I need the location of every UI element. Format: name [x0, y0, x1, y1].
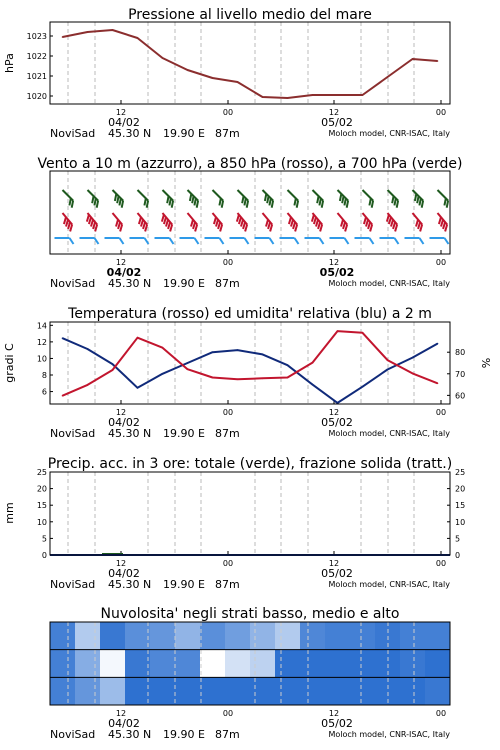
wind-barb-850hpa [183, 213, 200, 231]
x-tick-label: 00 [222, 559, 234, 568]
cloud-cell [100, 650, 126, 678]
cloud-cell [250, 622, 276, 650]
humidity-line-point [237, 349, 239, 351]
cloud-cell [275, 677, 301, 705]
wind-barb-700hpa [283, 190, 301, 208]
pressure-line-point [412, 58, 414, 60]
cloud-cell [425, 650, 451, 678]
date-label: 04/02 [108, 567, 140, 580]
cloud-cell [75, 622, 101, 650]
panel-5 [50, 606, 451, 741]
wind-barb-10m [105, 238, 124, 244]
wind-barb-850hpa [408, 213, 425, 231]
cloud-cell [400, 650, 426, 678]
cloud-cell [350, 677, 376, 705]
model-credit: Moloch model, CNR-ISAC, Italy [328, 129, 450, 138]
temperature-line-point [112, 369, 114, 371]
date-label: 05/02 [321, 416, 353, 429]
pressure-line-point [337, 94, 339, 96]
y-tick-label: 1020 [26, 92, 47, 101]
date-label: 05/02 [321, 717, 353, 730]
y-axis-label: hPa [3, 53, 16, 73]
date-label: 04/02 [106, 266, 142, 279]
x-tick-label: 12 [328, 559, 340, 568]
temperature-line-point [87, 384, 89, 386]
wind-barb-700hpa [208, 190, 226, 208]
y-right-tick-label: 15 [455, 501, 466, 511]
date-label: 05/02 [319, 266, 355, 279]
location-name: NoviSad [50, 277, 96, 290]
date-label: 04/02 [108, 416, 140, 429]
x-tick-label: 12 [115, 709, 127, 718]
wind-barb-850hpa [58, 213, 75, 231]
location-name: NoviSad [50, 578, 96, 591]
y-right-tick-label: 5 [455, 534, 461, 544]
elevation: 87m [215, 578, 240, 591]
pressure-line-point [262, 96, 264, 98]
humidity-line-point [212, 351, 214, 353]
location-name: NoviSad [50, 728, 96, 741]
location-name: NoviSad [50, 127, 96, 140]
cloud-cell [125, 622, 151, 650]
wind-barb-700hpa [233, 190, 251, 208]
wind-barb-10m [255, 238, 274, 244]
latitude: 45.30 N [108, 427, 152, 440]
pressure-line [63, 30, 438, 98]
wind-barb-850hpa [258, 213, 275, 231]
temperature-line-point [337, 330, 339, 332]
x-tick-label: 12 [328, 709, 340, 718]
cloud-cell [175, 622, 201, 650]
panel-4 [3, 456, 465, 591]
humidity-line-point [187, 362, 189, 364]
humidity-line-point [87, 348, 89, 350]
temperature-line-point [387, 359, 389, 361]
temperature-line-point [362, 332, 364, 334]
pressure-line-point [62, 36, 64, 38]
date-label: 04/02 [108, 116, 140, 129]
humidity-line-point [412, 357, 414, 359]
cloud-cell [425, 677, 451, 705]
latitude: 45.30 N [108, 277, 152, 290]
date-label: 04/02 [108, 717, 140, 730]
temperature-line-point [262, 378, 264, 380]
cloud-cell [75, 650, 101, 678]
cloud-cell [300, 622, 326, 650]
cloud-cell [100, 622, 126, 650]
cloud-cell [100, 677, 126, 705]
cloud-cell [150, 677, 176, 705]
location-name: NoviSad [50, 427, 96, 440]
cloud-cell [225, 622, 251, 650]
cloud-cell [150, 650, 176, 678]
humidity-line-point [262, 354, 264, 356]
x-tick-label: 00 [435, 108, 447, 117]
cloud-cell [50, 622, 76, 650]
wind-barb-850hpa [233, 213, 250, 231]
wind-barb-10m [80, 238, 99, 244]
pressure-line-point [237, 81, 239, 83]
pressure-line-point [437, 60, 439, 62]
y-right-tick-label: 70 [455, 369, 466, 379]
x-tick-label: 00 [435, 709, 447, 718]
temperature-line [63, 331, 438, 396]
y-left-tick-label: 15 [36, 501, 47, 511]
x-tick-label: 00 [435, 408, 447, 417]
wind-barb-10m [180, 238, 199, 244]
temperature-line-point [412, 373, 414, 375]
wind-barb-10m [280, 238, 299, 244]
cloud-cell [325, 622, 351, 650]
longitude: 19.90 E [163, 277, 205, 290]
wind-barb-850hpa [283, 213, 300, 231]
wind-barb-700hpa [58, 190, 76, 208]
wind-barb-10m [55, 238, 74, 244]
pressure-line-point [212, 77, 214, 79]
cloud-cell [175, 677, 201, 705]
humidity-line-point [62, 337, 64, 339]
wind-barb-700hpa [108, 190, 126, 208]
elevation: 87m [215, 728, 240, 741]
wind-barb-850hpa [358, 213, 375, 231]
y-left-tick-label: 14 [36, 321, 47, 331]
plot-frame [50, 22, 450, 104]
pressure-line-point [112, 29, 114, 31]
x-tick-label: 00 [435, 258, 447, 267]
humidity-line [63, 338, 438, 403]
humidity-line-point [337, 402, 339, 404]
y-left-tick-label: 5 [41, 534, 47, 544]
y-right-tick-label: 20 [455, 484, 466, 494]
humidity-line-point [312, 384, 314, 386]
humidity-line-point [287, 364, 289, 366]
cloud-cell [200, 650, 226, 678]
wind-barb-10m [230, 238, 249, 244]
x-tick-label: 12 [328, 108, 340, 117]
wind-barb-850hpa [83, 213, 100, 231]
pressure-line-point [312, 94, 314, 96]
wind-barb-700hpa [433, 190, 451, 208]
plot-frame [50, 171, 450, 254]
wind-barb-700hpa [158, 190, 176, 208]
temperature-line-point [287, 377, 289, 379]
pressure-line-point [87, 31, 89, 33]
cloud-cell [400, 677, 426, 705]
y-tick-label: 1022 [26, 52, 47, 61]
y-right-tick-label: 0 [455, 551, 461, 560]
cloud-cell [425, 622, 451, 650]
model-credit: Moloch model, CNR-ISAC, Italy [328, 429, 450, 438]
x-tick-label: 12 [328, 258, 340, 267]
y-left-tick-label: 10 [36, 517, 47, 527]
temperature-line-point [237, 378, 239, 380]
longitude: 19.90 E [163, 427, 205, 440]
plot-frame [50, 472, 450, 555]
wind-barb-700hpa [383, 190, 401, 208]
y-left-tick-label: 20 [36, 484, 47, 494]
date-label: 05/02 [321, 567, 353, 580]
cloud-cell [250, 650, 276, 678]
cloud-cell [200, 677, 226, 705]
wind-barb-850hpa [208, 213, 225, 231]
x-tick-label: 12 [115, 258, 127, 267]
wind-barb-10m [130, 238, 149, 244]
cloud-cell [50, 650, 76, 678]
pressure-line-point [187, 69, 189, 71]
y-left-tick-label: 8 [41, 371, 47, 381]
y-right-tick-label: 80 [455, 348, 466, 358]
x-tick-label: 12 [115, 408, 127, 417]
panel-3 [3, 306, 493, 440]
cloud-cell [350, 622, 376, 650]
y-left-tick-label: 25 [36, 468, 47, 477]
wind-barb-850hpa [133, 213, 150, 231]
humidity-line-point [112, 363, 114, 365]
wind-barb-850hpa [158, 213, 175, 231]
pressure-line-point [287, 97, 289, 99]
latitude: 45.30 N [108, 127, 152, 140]
cloud-cell [50, 677, 76, 705]
humidity-line-point [437, 343, 439, 345]
longitude: 19.90 E [163, 728, 205, 741]
wind-barb-700hpa [308, 190, 326, 208]
x-tick-label: 12 [115, 559, 127, 568]
elevation: 87m [215, 127, 240, 140]
y-axis-label-left: gradi C [3, 343, 16, 383]
wind-barb-850hpa [333, 213, 350, 231]
wind-barb-10m [355, 238, 374, 244]
cloud-cell [275, 650, 301, 678]
model-credit: Moloch model, CNR-ISAC, Italy [328, 730, 450, 739]
humidity-line-point [162, 373, 164, 375]
cloud-cell [175, 650, 201, 678]
panel-2 [37, 156, 462, 290]
elevation: 87m [215, 277, 240, 290]
y-left-tick-label: 0 [41, 551, 47, 560]
x-tick-label: 12 [115, 108, 127, 117]
cloud-cell [400, 622, 426, 650]
y-right-tick-label: 10 [455, 517, 466, 527]
date-label: 05/02 [321, 116, 353, 129]
wind-barb-10m [380, 238, 399, 244]
humidity-line-point [362, 386, 364, 388]
cloud-cell [125, 677, 151, 705]
x-tick-label: 00 [222, 709, 234, 718]
wind-barb-700hpa [258, 190, 276, 208]
cloud-cell [300, 677, 326, 705]
temperature-line-point [312, 362, 314, 364]
panel-1 [3, 7, 450, 140]
pressure-line-point [362, 94, 364, 96]
temperature-line-point [187, 368, 189, 370]
cloud-cell [225, 677, 251, 705]
panel-title: Vento a 10 m (azzurro), a 850 hPa (rosso), a 700 hPa (verde) [37, 156, 463, 172]
panel-title: Precip. acc. in 3 ore: totale (verde), frazione solida (tratt.) [47, 456, 453, 472]
wind-barb-850hpa [308, 213, 325, 231]
cloud-cell [75, 677, 101, 705]
cloud-cell [200, 622, 226, 650]
elevation: 87m [215, 427, 240, 440]
y-axis-label-right: % [480, 357, 493, 369]
latitude: 45.30 N [108, 728, 152, 741]
wind-barb-700hpa [183, 190, 201, 208]
temperature-line-point [162, 347, 164, 349]
temperature-line-point [437, 382, 439, 384]
wind-barb-850hpa [433, 213, 450, 231]
longitude: 19.90 E [163, 127, 205, 140]
cloud-cell [125, 650, 151, 678]
y-tick-label: 1021 [26, 72, 47, 81]
cloud-cell [250, 677, 276, 705]
temperature-line-point [137, 337, 139, 339]
y-right-tick-label: 60 [455, 391, 466, 401]
pressure-line-point [387, 76, 389, 78]
humidity-line-point [137, 387, 139, 389]
y-left-tick-label: 6 [41, 387, 47, 397]
cloud-cell [225, 650, 251, 678]
cloud-cell [350, 650, 376, 678]
temperature-line-point [212, 377, 214, 379]
x-tick-label: 00 [222, 258, 234, 267]
wind-barb-700hpa [83, 190, 101, 208]
cloud-cell [325, 677, 351, 705]
cloud-cell [325, 650, 351, 678]
wind-barb-10m [430, 238, 449, 244]
model-credit: Moloch model, CNR-ISAC, Italy [328, 580, 450, 589]
wind-barb-10m [305, 238, 324, 244]
wind-barb-700hpa [408, 190, 426, 208]
y-axis-label: mm [3, 502, 16, 524]
y-right-tick-label: 25 [455, 468, 466, 477]
cloud-cell [300, 650, 326, 678]
wind-barb-700hpa [333, 190, 351, 208]
wind-barb-850hpa [383, 213, 400, 231]
x-tick-label: 00 [435, 559, 447, 568]
cloud-cell [275, 622, 301, 650]
x-tick-label: 00 [222, 408, 234, 417]
panel-title: Temperatura (rosso) ed umidita' relativa (blu) a 2 m [68, 306, 432, 322]
panel-title: Pressione al livello medio del mare [128, 7, 372, 23]
humidity-line-point [387, 369, 389, 371]
longitude: 19.90 E [163, 578, 205, 591]
wind-barb-10m [330, 238, 349, 244]
wind-barb-850hpa [108, 213, 125, 231]
x-tick-label: 12 [328, 408, 340, 417]
panel-title: Nuvolosita' negli strati basso, medio e alto [100, 606, 400, 622]
model-credit: Moloch model, CNR-ISAC, Italy [328, 279, 450, 288]
x-tick-label: 00 [222, 108, 234, 117]
cloud-cell [150, 622, 176, 650]
wind-barb-10m [155, 238, 174, 244]
wind-barb-10m [205, 238, 224, 244]
y-tick-label: 1023 [26, 32, 47, 41]
latitude: 45.30 N [108, 578, 152, 591]
y-left-tick-label: 12 [36, 337, 47, 347]
pressure-line-point [137, 37, 139, 39]
y-left-tick-label: 10 [36, 354, 47, 364]
pressure-line-point [162, 57, 164, 59]
temperature-line-point [62, 395, 64, 397]
